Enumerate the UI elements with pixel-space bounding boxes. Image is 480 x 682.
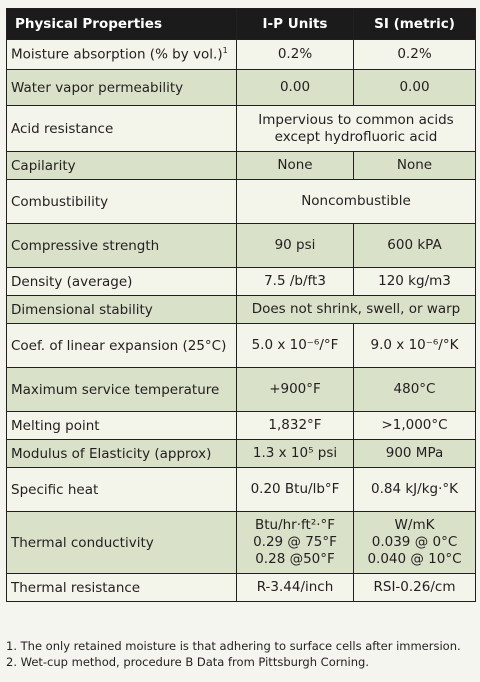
- property-cell: Maximum service temperature: [7, 368, 237, 412]
- table-row: [7, 268, 476, 296]
- property-cell: Density (average): [7, 268, 237, 296]
- ip-value-cell: R-3.44/inch: [237, 574, 354, 602]
- si-value-cell: 0.00: [354, 70, 476, 106]
- si-value-cell: 900 MPa: [354, 440, 476, 468]
- table-row: [7, 440, 476, 468]
- table-row: [7, 180, 476, 224]
- si-value-cell: 0.2%: [354, 40, 476, 70]
- table-row: [7, 574, 476, 602]
- table-row: [7, 412, 476, 440]
- property-cell: Thermal conductivity: [7, 512, 237, 574]
- property-cell: Coef. of linear expansion (25°C): [7, 324, 237, 368]
- physical-properties-table: [6, 8, 476, 602]
- si-value-cell: >1,000°C: [354, 412, 476, 440]
- footnote-1: 1. The only retained moisture is that adhering to surface cells after immersion.: [6, 639, 461, 653]
- table-row: [7, 152, 476, 180]
- header-physical-properties: Physical Properties: [7, 9, 237, 40]
- ip-value-cell: 5.0 x 10⁻⁶/°F: [237, 324, 354, 368]
- table-row: [7, 296, 476, 324]
- footnote-2: 2. Wet-cup method, procedure B Data from Pittsburgh Corning.: [6, 655, 369, 669]
- table-row: [7, 368, 476, 412]
- ip-value-cell: 90 psi: [237, 224, 354, 268]
- table-header-row: [7, 9, 476, 40]
- table-row: [7, 324, 476, 368]
- header-si-metric: SI (metric): [354, 9, 476, 40]
- table-row: [7, 468, 476, 512]
- ip-value-cell: 7.5 /b/ft3: [237, 268, 354, 296]
- property-cell: Acid resistance: [7, 106, 237, 152]
- si-value-cell: 120 kg/m3: [354, 268, 476, 296]
- combined-value-cell: Impervious to common acids except hydrofluoric acid: [237, 106, 476, 152]
- combined-value-cell: Noncombustible: [237, 180, 476, 224]
- property-cell: Capilarity: [7, 152, 237, 180]
- header-ip-units: I-P Units: [237, 9, 354, 40]
- property-cell: Modulus of Elasticity (approx): [7, 440, 237, 468]
- property-cell: Water vapor permeability: [7, 70, 237, 106]
- table-body: [7, 40, 476, 602]
- si-value-cell: RSI-0.26/cm: [354, 574, 476, 602]
- table-row: [7, 224, 476, 268]
- table-row: [7, 512, 476, 574]
- footnote-marker: 1: [222, 46, 228, 56]
- property-cell: Thermal resistance: [7, 574, 237, 602]
- si-value-cell: 0.84 kJ/kg·°K: [354, 468, 476, 512]
- ip-value-cell: None: [237, 152, 354, 180]
- ip-value-cell: Btu/hr·ft²·°F 0.29 @ 75°F 0.28 @50°F: [237, 512, 354, 574]
- si-value-cell: None: [354, 152, 476, 180]
- ip-value-cell: 0.20 Btu/lb°F: [237, 468, 354, 512]
- si-value-cell: 600 kPA: [354, 224, 476, 268]
- ip-value-cell: 1.3 x 10⁵ psi: [237, 440, 354, 468]
- property-cell: Specific heat: [7, 468, 237, 512]
- combined-value-cell: Does not shrink, swell, or warp: [237, 296, 476, 324]
- property-cell: Combustibility: [7, 180, 237, 224]
- ip-value-cell: +900°F: [237, 368, 354, 412]
- table-row: [7, 106, 476, 152]
- property-cell: Moisture absorption (% by vol.)$^1$: [7, 40, 237, 70]
- ip-value-cell: 0.2%: [237, 40, 354, 70]
- si-value-cell: 9.0 x 10⁻⁶/°K: [354, 324, 476, 368]
- si-value-cell: W/mK 0.039 @ 0°C 0.040 @ 10°C: [354, 512, 476, 574]
- ip-value-cell: 0.00: [237, 70, 354, 106]
- footnotes: [6, 638, 478, 670]
- table-row: [7, 70, 476, 106]
- table-row: [7, 40, 476, 70]
- si-value-cell: 480°C: [354, 368, 476, 412]
- property-cell: Compressive strength: [7, 224, 237, 268]
- property-cell: Melting point: [7, 412, 237, 440]
- ip-value-cell: 1,832°F: [237, 412, 354, 440]
- property-cell: Dimensional stability: [7, 296, 237, 324]
